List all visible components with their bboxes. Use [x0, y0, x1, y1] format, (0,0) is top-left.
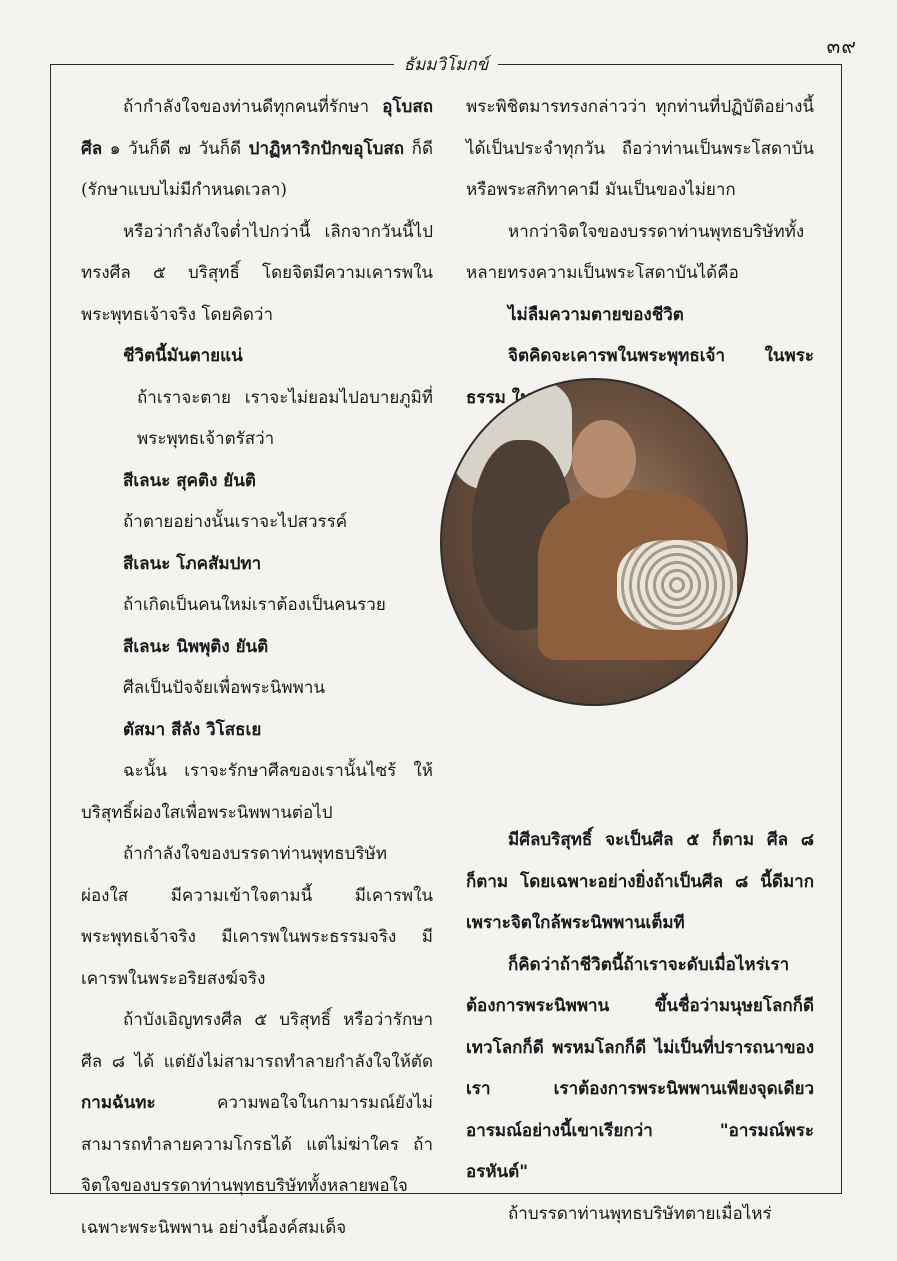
pali-verse: สีเลนะ โภคสัมปทา: [123, 553, 262, 574]
paragraph: ฉะนั้น เราจะรักษาศีลของเรานั้นไซร้ ให้บริสุทธิ์ผ่องใสเพื่อพระนิพพานต่อไป: [81, 761, 433, 823]
emphasis-line: มีศีลบริสุทธิ์ จะเป็นศีล ๕ ก็ตาม ศีล ๘ ก็ตาม โดยเฉพาะอย่างยิ่งถ้าเป็นศีล ๘ นี้ดีมาก เพราะจิตใกล้พระนิพพานเต็มที: [466, 830, 814, 933]
monk-photo: [440, 378, 748, 706]
running-head: [51, 51, 841, 78]
translation-line: ถ้าตายอย่างนั้นเราจะไปสวรรค์: [123, 512, 348, 532]
paragraph: หรือว่ากำลังใจต่ำไปกว่านี้ เลิกจากวันนี้ไปทรงศีล ๕ บริสุทธิ์ โดยจิตมีความเคารพในพระพุทธเจ้าจริง โดยคิดว่า: [81, 221, 433, 325]
photo-cloth: [617, 540, 737, 630]
running-head-text: ธัมมวิโมกข์: [394, 55, 499, 75]
paragraph: พระพิชิตมารทรงกล่าวว่า ทุกท่านที่ปฏิบัติอย่างนี้ได้เป็นประจำทุกวัน ถือว่าท่านเป็นพระโสดาบันหรือพระสกิทาคามี มันเป็นของไม่ยาก: [466, 97, 814, 200]
emphasis-line: ชีวิตนี้มันตายแน่: [123, 346, 243, 366]
right-column-lower: [466, 820, 814, 1235]
left-column: [81, 87, 433, 1249]
page-number: ๓๙: [826, 34, 857, 58]
pali-verse: สีเลนะ นิพพุติง ยันติ: [123, 636, 269, 657]
emphasis-line: ก็คิดว่าถ้าชีวิตนี้ถ้าเราจะดับเมื่อไหร่เราต้องการพระนิพพาน ขึ้นชื่อว่ามนุษยโลกก็ดี เทวโลกก็ดี พรหมโลกก็ดี ไม่เป็นที่ปรารถนาของเรา เราต้องการพระนิพพานเพียงจุดเดียว อารมณ์อย่างนี้เขาเรียกว่า "อารมณ์พระอรหันต์": [466, 954, 814, 1182]
paragraph: ถ้ากำลังใจของบรรดาท่านพุทธบริษัทผ่องใส มีความเข้าใจตามนี้ มีเคารพในพระพุทธเจ้าจริง มีเคารพในพระธรรมจริง มีเคารพในพระอริยสงฆ์จริง: [81, 844, 433, 989]
translation-line: ถ้าเกิดเป็นคนใหม่เราต้องเป็นคนรวย: [123, 595, 386, 615]
pali-verse: ตัสมา สีลัง วิโสธเย: [123, 719, 262, 740]
paragraph: ถ้าบังเอิญทรงศีล ๕ บริสุทธิ์ หรือว่ารักษาศีล ๘ ได้ แต่ยังไม่สามารถทำลายกำลังใจให้ตัด กามฉันทะ ความพอใจในกามารมณ์ยังไม่สามารถทำลายความโกรธได้ แต่ไม่ฆ่าใคร ถ้าจิตใจของบรรดาท่านพุทธบริษัททั้งหลายพอใจเฉพาะพระนิพพาน อย่างนี้องค์สมเด็จ: [81, 1010, 433, 1238]
emphasis-line: ไม่ลืมความตายของชีวิต: [508, 304, 684, 325]
paragraph: ถ้ากำลังใจของท่านดีทุกคนที่รักษา อุโบสถศีล ๑ วันก็ดี ๗ วันก็ดี ปาฏิหาริกปักขอุโบสถ ก็ดี (รักษาแบบไม่มีกำหนดเวลา): [81, 97, 433, 200]
right-column: [466, 87, 814, 1224]
paragraph: ถ้าเราจะตาย เราจะไม่ยอมไปอบายภูมิที่พระพุทธเจ้าตรัสว่า: [137, 387, 433, 449]
paragraph: หากว่าจิตใจของบรรดาท่านพุทธบริษัททั้งหลายทรงความเป็นพระโสดาบันได้คือ: [466, 221, 805, 283]
paragraph: ถ้าบรรดาท่านพุทธบริษัทตายเมื่อไหร่: [508, 1203, 772, 1224]
emphasis-line: จิตคิดจะเคารพในพระพุทธเจ้า ในพระ: [508, 346, 814, 366]
translation-line: ศีลเป็นปัจจัยเพื่อพระนิพพาน: [123, 678, 325, 698]
pali-verse: สีเลนะ สุคติง ยันติ: [123, 470, 256, 491]
photo-monk-head: [572, 420, 636, 498]
